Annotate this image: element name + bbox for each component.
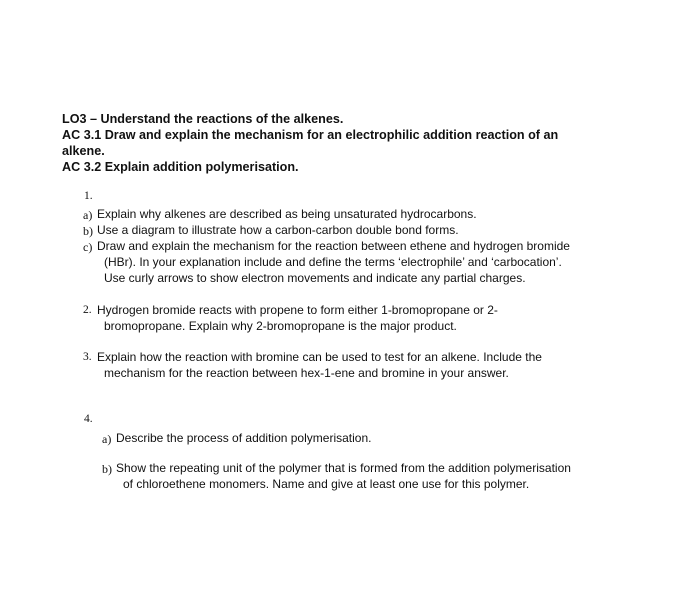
question-1c-line-3: Use curly arrows to show electron movements and indicate any partial charges. <box>104 271 526 285</box>
question-1b-tag: b) <box>83 224 93 238</box>
assessment-criterion-3-1-line-2: alkene. <box>62 144 105 158</box>
question-3-number: 3. <box>83 351 92 363</box>
question-3-line-1: Explain how the reaction with bromine can be used to test for an alkene. Include the <box>97 350 542 364</box>
question-2-number: 2. <box>83 304 92 316</box>
question-4b-tag: b) <box>102 462 112 476</box>
question-4b-line-1: Show the repeating unit of the polymer that is formed from the addition polymerisation <box>116 461 571 475</box>
question-1b-text: Use a diagram to illustrate how a carbon-carbon double bond forms. <box>97 223 459 237</box>
assessment-criterion-3-1-line-1: AC 3.1 Draw and explain the mechanism for an electrophilic addition reaction of an <box>62 128 559 142</box>
assessment-criterion-3-2: AC 3.2 Explain addition polymerisation. <box>62 160 299 174</box>
question-4-number: 4. <box>84 413 93 425</box>
learning-outcome-heading: LO3 – Understand the reactions of the alkenes. <box>62 112 344 126</box>
question-3-line-2: mechanism for the reaction between hex-1-ene and bromine in your answer. <box>104 366 509 380</box>
question-2-line-1: Hydrogen bromide reacts with propene to form either 1-bromopropane or 2- <box>97 303 498 317</box>
question-4a-text: Describe the process of addition polymerisation. <box>116 431 372 445</box>
question-1c-line-2: (HBr). In your explanation include and define the terms ‘electrophile’ and ‘carbocation’. <box>104 255 562 269</box>
question-2-line-2: bromopropane. Explain why 2-bromopropane is the major product. <box>104 319 457 333</box>
question-1a-tag: a) <box>83 208 93 222</box>
question-1-number: 1. <box>84 190 93 202</box>
question-4a-tag: a) <box>102 432 112 446</box>
question-1c-tag: c) <box>83 240 93 254</box>
question-1a-text: Explain why alkenes are described as being unsaturated hydrocarbons. <box>97 207 477 221</box>
question-1c-line-1: Draw and explain the mechanism for the reaction between ethene and hydrogen bromide <box>97 239 570 253</box>
question-4b-line-2: of chloroethene monomers. Name and give at least one use for this polymer. <box>123 477 530 491</box>
